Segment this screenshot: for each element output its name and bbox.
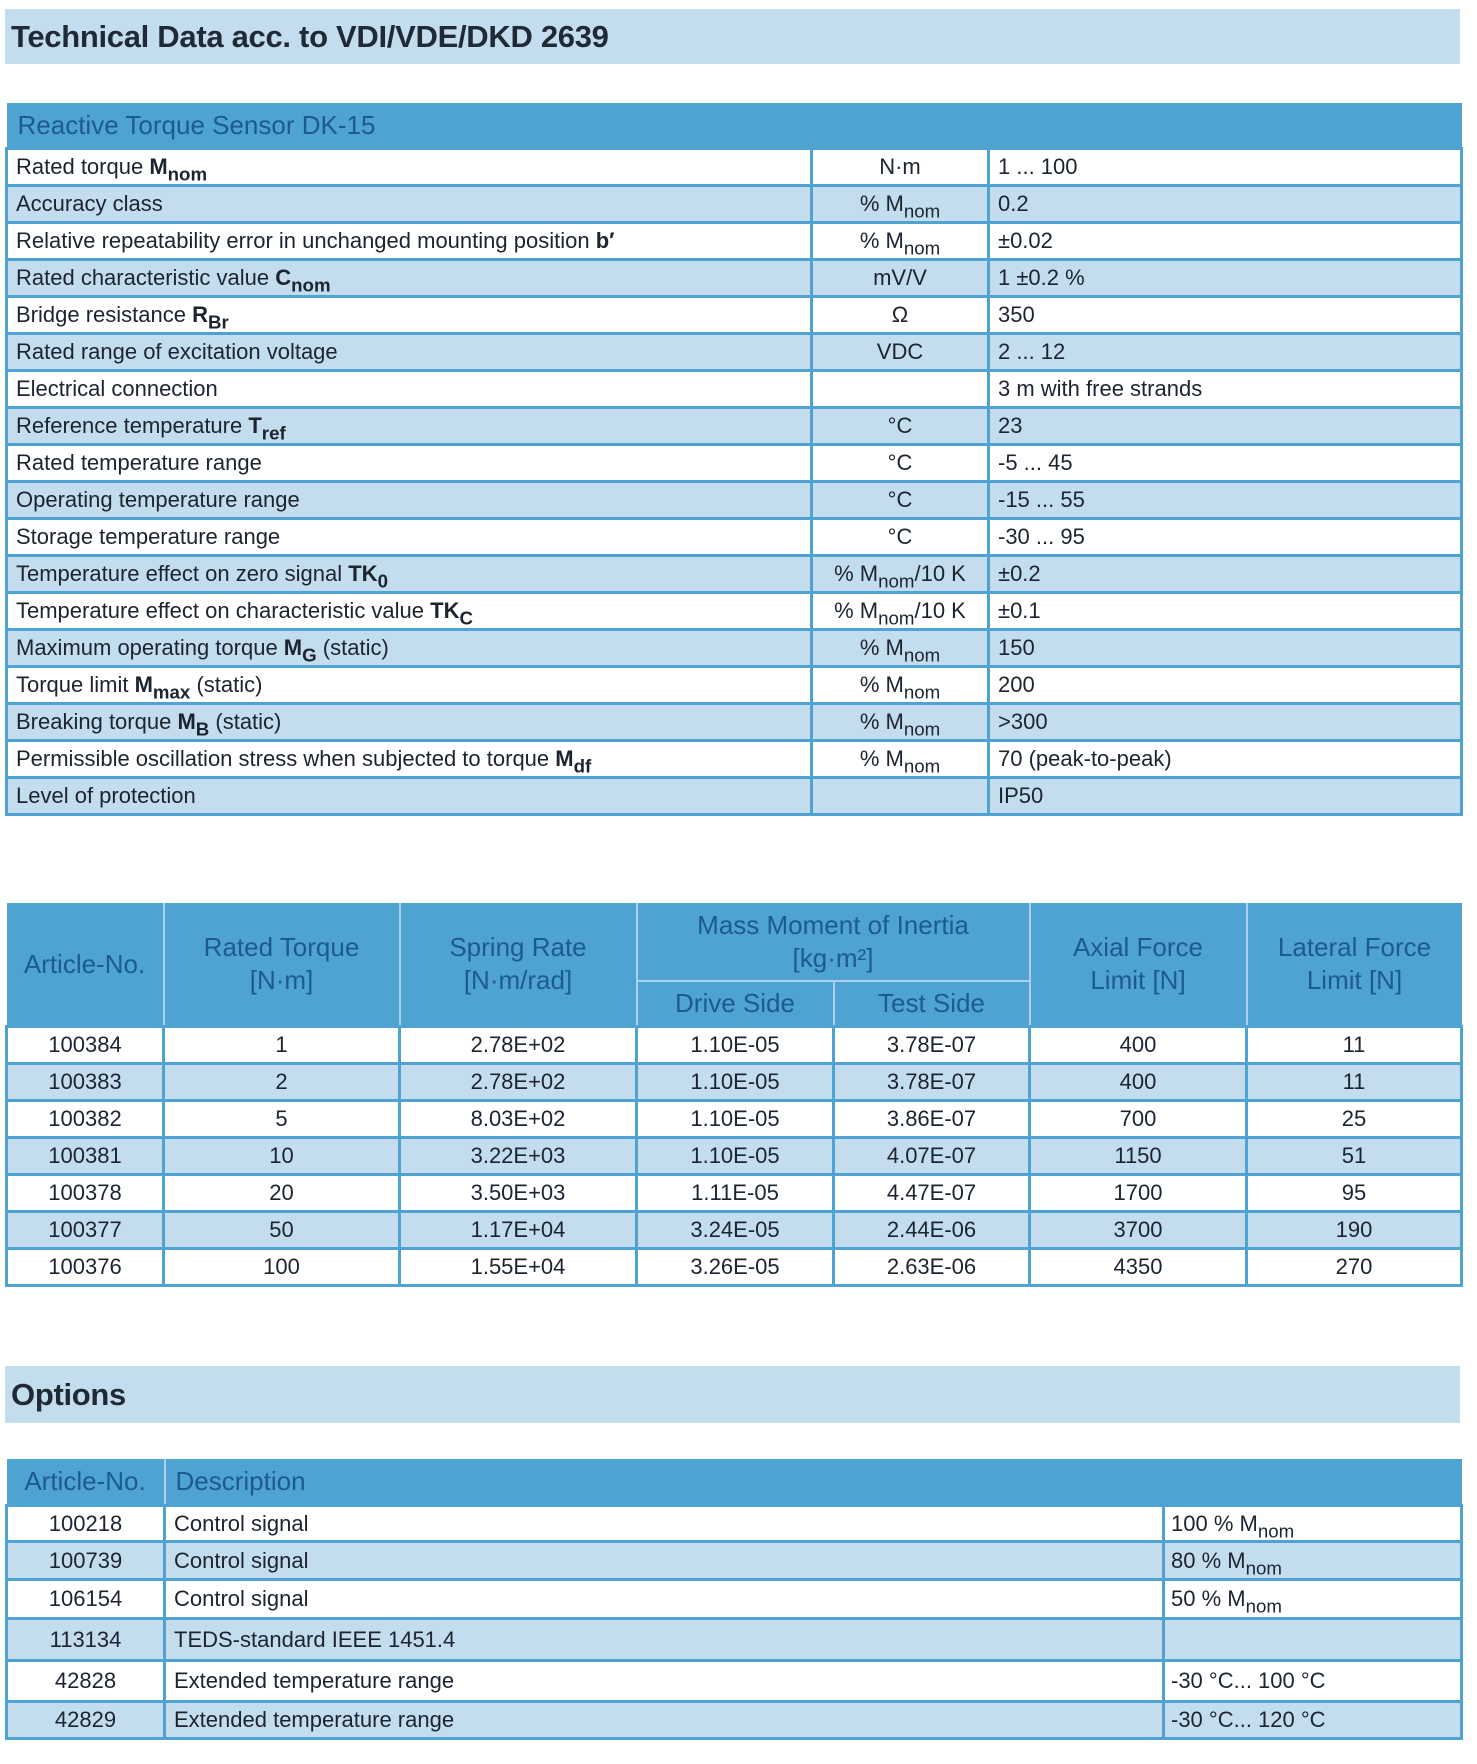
unit-subscript: nom	[903, 644, 941, 666]
cell-inertia-test-side: 3.78E-07	[834, 1027, 1030, 1064]
label-text: Rated range of excitation voltage	[16, 339, 338, 364]
spec-label	[7, 445, 812, 482]
unit-subscript: nom	[903, 237, 941, 259]
unit-text: °C	[887, 450, 913, 475]
spec-row	[7, 371, 1462, 408]
symbol-subscript: G	[302, 644, 317, 666]
symbol-subscript: nom	[167, 163, 208, 185]
spec-row	[7, 297, 1462, 334]
cell-rated-torque: 20	[164, 1175, 400, 1212]
cell-inertia-drive-side: 1.10E-05	[637, 1027, 834, 1064]
unit-text: °C	[887, 487, 913, 512]
col-header-drive-side: Drive Side	[637, 981, 834, 1027]
spec-label	[7, 408, 812, 445]
option-row	[7, 1506, 1462, 1542]
spec-label	[7, 149, 812, 186]
symbol: b′	[595, 228, 615, 253]
cell-rated-torque: 100	[164, 1249, 400, 1286]
unit-text: % M	[859, 746, 904, 771]
spec-row	[7, 593, 1462, 630]
cell-inertia-drive-side: 3.24E-05	[637, 1212, 834, 1249]
unit-text: mV/V	[873, 265, 927, 290]
cell-spring-rate: 1.55E+04	[400, 1249, 637, 1286]
table-row	[7, 1064, 1462, 1101]
spec-label	[7, 371, 812, 408]
option-detail	[1164, 1619, 1462, 1661]
symbol: TK	[348, 561, 378, 586]
cell-lateral-force-limit: 270	[1247, 1249, 1462, 1286]
spec-value: 150	[989, 630, 1462, 667]
spec-value: IP50	[989, 778, 1462, 815]
detail-subscript: nom	[1257, 1520, 1295, 1542]
table-row	[7, 1175, 1462, 1212]
option-article-no: 42829	[7, 1702, 165, 1739]
symbol-subscript: df	[573, 755, 592, 777]
spec-unit	[812, 556, 989, 593]
label-suffix: (static)	[316, 635, 389, 660]
spec-unit	[812, 334, 989, 371]
spec-value: 350	[989, 297, 1462, 334]
spec-value: 3 m with free strands	[989, 371, 1462, 408]
spec-unit	[812, 408, 989, 445]
label-suffix: (static)	[190, 672, 263, 697]
detail-text: -30 °C... 100 °C	[1171, 1668, 1326, 1693]
spec-row	[7, 260, 1462, 297]
option-detail	[1164, 1506, 1462, 1542]
cell-axial-force-limit: 700	[1030, 1101, 1247, 1138]
spec-unit	[812, 519, 989, 556]
option-detail	[1164, 1580, 1462, 1619]
spec-row	[7, 556, 1462, 593]
unit-text: °C	[887, 413, 913, 438]
detail-text: 100 % M	[1171, 1510, 1258, 1536]
cell-inertia-test-side: 4.47E-07	[834, 1175, 1030, 1212]
cell-lateral-force-limit: 95	[1247, 1175, 1462, 1212]
spec-row	[7, 519, 1462, 556]
spec-value: -30 ... 95	[989, 519, 1462, 556]
spec-label	[7, 297, 812, 334]
spec-unit	[812, 149, 989, 186]
spec-row	[7, 741, 1462, 778]
spec-table-header	[7, 103, 1462, 149]
cell-article-no: 100381	[7, 1138, 164, 1175]
cell-axial-force-limit: 4350	[1030, 1249, 1247, 1286]
col-header-test-side: Test Side	[834, 981, 1030, 1027]
label-text: Rated temperature range	[16, 450, 262, 475]
symbol-subscript: max	[152, 681, 191, 703]
col-header-description: Description	[165, 1459, 1462, 1506]
option-article-no: 42828	[7, 1661, 165, 1702]
spec-row	[7, 186, 1462, 223]
option-article-no: 106154	[7, 1580, 165, 1619]
spec-unit	[812, 445, 989, 482]
col-header-spring-rate: Spring Rate [N·m/rad]	[400, 903, 637, 1027]
label-text: Level of protection	[16, 783, 196, 808]
label-text: Rated torque	[16, 154, 150, 179]
unit-subscript: nom	[903, 681, 941, 703]
symbol-subscript: nom	[291, 274, 331, 296]
spec-label	[7, 186, 812, 223]
option-row	[7, 1619, 1462, 1661]
cell-rated-torque: 1	[164, 1027, 400, 1064]
cell-inertia-test-side: 3.86E-07	[834, 1101, 1030, 1138]
unit-text: % M	[859, 635, 904, 660]
detail-subscript: nom	[1245, 1595, 1282, 1617]
detail-text: 50 % M	[1171, 1586, 1246, 1611]
spec-label	[7, 593, 812, 630]
option-description: Extended temperature range	[165, 1661, 1164, 1702]
spec-unit	[812, 741, 989, 778]
col-header-lateral-force: Lateral Force Limit [N]	[1247, 903, 1462, 1027]
spec-row	[7, 778, 1462, 815]
col-header-article-no: Article-No.	[7, 1459, 165, 1506]
option-row	[7, 1702, 1462, 1739]
spec-value: ±0.02	[989, 223, 1462, 260]
detail-text: 80 % M	[1171, 1547, 1246, 1573]
cell-rated-torque: 10	[164, 1138, 400, 1175]
spec-unit	[812, 704, 989, 741]
unit-text: Ω	[891, 302, 909, 327]
table-row	[7, 1138, 1462, 1175]
option-row	[7, 1542, 1462, 1580]
unit-text: % M	[834, 598, 879, 623]
spec-row	[7, 482, 1462, 519]
spec-row	[7, 630, 1462, 667]
label-text: Electrical connection	[16, 376, 218, 401]
option-row	[7, 1580, 1462, 1619]
option-detail	[1164, 1702, 1462, 1739]
label-text: Maximum operating torque	[16, 635, 284, 660]
symbol-subscript: B	[195, 718, 210, 740]
cell-inertia-test-side: 2.63E-06	[834, 1249, 1030, 1286]
cell-inertia-test-side: 4.07E-07	[834, 1138, 1030, 1175]
symbol: M	[177, 709, 196, 734]
spec-label	[7, 630, 812, 667]
spec-label	[7, 519, 812, 556]
cell-article-no: 100383	[7, 1064, 164, 1101]
spec-value: -15 ... 55	[989, 482, 1462, 519]
unit-text: °C	[887, 524, 913, 549]
spec-unit	[812, 482, 989, 519]
cell-spring-rate: 3.22E+03	[400, 1138, 637, 1175]
unit-text: % M	[859, 672, 904, 697]
option-article-no: 100218	[7, 1506, 165, 1542]
cell-lateral-force-limit: 11	[1247, 1064, 1462, 1101]
spec-row	[7, 334, 1462, 371]
unit-subscript: nom	[903, 718, 941, 740]
cell-lateral-force-limit: 190	[1247, 1212, 1462, 1249]
col-header-inertia: Mass Moment of Inertia [kg·m²]	[637, 903, 1030, 981]
options-band	[5, 1366, 1460, 1423]
symbol: T	[248, 413, 262, 438]
label-text: Reference temperature	[16, 413, 249, 438]
unit-text: % M	[859, 191, 904, 216]
cell-spring-rate: 1.17E+04	[400, 1212, 637, 1249]
unit-subscript: nom	[903, 200, 941, 222]
spec-unit	[812, 667, 989, 704]
label-text: Bridge resistance	[16, 302, 193, 327]
cell-lateral-force-limit: 11	[1247, 1027, 1462, 1064]
spec-unit	[812, 778, 989, 815]
spec-row	[7, 408, 1462, 445]
cell-spring-rate: 3.50E+03	[400, 1175, 637, 1212]
article-table	[5, 903, 1463, 1287]
cell-inertia-test-side: 2.44E-06	[834, 1212, 1030, 1249]
unit-text: VDC	[876, 339, 924, 364]
spec-value: 0.2	[989, 186, 1462, 223]
unit-text: % M	[834, 561, 879, 586]
spec-row	[7, 704, 1462, 741]
unit-subscript: nom	[878, 607, 915, 629]
col-header-axial-force: Axial Force Limit [N]	[1030, 903, 1247, 1027]
unit-text: % M	[859, 709, 904, 734]
option-article-no: 100739	[7, 1542, 165, 1580]
label-text: Rated characteristic value	[16, 265, 276, 290]
cell-rated-torque: 5	[164, 1101, 400, 1138]
label-text: Storage temperature range	[16, 524, 281, 549]
spec-unit	[812, 186, 989, 223]
symbol: M	[283, 635, 303, 660]
table-row	[7, 1249, 1462, 1286]
unit-suffix: /10 K	[914, 598, 966, 623]
spec-unit	[812, 223, 989, 260]
page-title: Technical Data acc. to VDI/VDE/DKD 2639	[11, 19, 609, 54]
symbol: TK	[430, 598, 460, 623]
cell-inertia-test-side: 3.78E-07	[834, 1064, 1030, 1101]
cell-inertia-drive-side: 1.10E-05	[637, 1101, 834, 1138]
option-description: Extended temperature range	[165, 1702, 1164, 1739]
spec-value: 200	[989, 667, 1462, 704]
options-table-header	[7, 1459, 1462, 1506]
label-text: Temperature effect on zero signal	[16, 561, 349, 586]
unit-text: % M	[859, 228, 904, 253]
spec-label	[7, 704, 812, 741]
cell-inertia-drive-side: 3.26E-05	[637, 1249, 834, 1286]
spec-unit	[812, 297, 989, 334]
option-description: Control signal	[165, 1506, 1164, 1542]
spec-table	[5, 103, 1463, 816]
table-row	[7, 1212, 1462, 1249]
label-text: Permissible oscillation stress when subjected to torque	[16, 746, 556, 771]
cell-axial-force-limit: 400	[1030, 1064, 1247, 1101]
spec-value: ±0.1	[989, 593, 1462, 630]
spec-row	[7, 149, 1462, 186]
col-header-article-no: Article-No.	[7, 903, 164, 1027]
cell-article-no: 100382	[7, 1101, 164, 1138]
cell-inertia-drive-side: 1.10E-05	[637, 1064, 834, 1101]
spec-unit	[812, 593, 989, 630]
cell-article-no: 100377	[7, 1212, 164, 1249]
spec-row	[7, 445, 1462, 482]
cell-spring-rate: 2.78E+02	[400, 1064, 637, 1101]
spec-label	[7, 334, 812, 371]
label-text: Accuracy class	[16, 191, 163, 216]
detail-subscript: nom	[1245, 1557, 1282, 1579]
spec-value: 1 ... 100	[989, 149, 1462, 186]
cell-inertia-drive-side: 1.11E-05	[637, 1175, 834, 1212]
spec-unit	[812, 260, 989, 297]
unit-suffix: /10 K	[914, 561, 966, 586]
spec-value: ±0.2	[989, 556, 1462, 593]
symbol-subscript: C	[459, 607, 473, 629]
cell-inertia-drive-side: 1.10E-05	[637, 1138, 834, 1175]
spec-value: >300	[989, 704, 1462, 741]
unit-subscript: nom	[903, 755, 941, 777]
spec-table-title: Reactive Torque Sensor DK-15	[7, 103, 1462, 149]
symbol: M	[555, 746, 574, 771]
symbol: M	[149, 154, 168, 179]
cell-axial-force-limit: 1700	[1030, 1175, 1247, 1212]
cell-spring-rate: 8.03E+02	[400, 1101, 637, 1138]
cell-rated-torque: 2	[164, 1064, 400, 1101]
symbol: C	[275, 265, 292, 290]
options-title: Options	[11, 1377, 126, 1412]
cell-article-no: 100376	[7, 1249, 164, 1286]
col-header-rated-torque: Rated Torque [N·m]	[164, 903, 400, 1027]
cell-lateral-force-limit: 51	[1247, 1138, 1462, 1175]
cell-lateral-force-limit: 25	[1247, 1101, 1462, 1138]
symbol: M	[134, 672, 153, 697]
spec-value: 1 ±0.2 %	[989, 260, 1462, 297]
symbol-subscript: 0	[377, 570, 388, 592]
table-row	[7, 1101, 1462, 1138]
option-row	[7, 1661, 1462, 1702]
option-article-no: 113134	[7, 1619, 165, 1661]
label-text: Breaking torque	[16, 709, 178, 734]
spec-value: -5 ... 45	[989, 445, 1462, 482]
spec-unit	[812, 630, 989, 667]
spec-row	[7, 667, 1462, 704]
symbol-subscript: Br	[207, 311, 229, 333]
cell-axial-force-limit: 400	[1030, 1027, 1247, 1064]
unit-subscript: nom	[878, 570, 915, 592]
symbol-subscript: ref	[261, 422, 286, 444]
spec-label	[7, 778, 812, 815]
detail-text: -30 °C... 120 °C	[1171, 1707, 1326, 1732]
cell-axial-force-limit: 1150	[1030, 1138, 1247, 1175]
label-suffix: (static)	[209, 709, 282, 734]
cell-article-no: 100384	[7, 1027, 164, 1064]
options-table	[5, 1459, 1463, 1740]
label-text: Torque limit	[16, 672, 135, 697]
spec-label	[7, 667, 812, 704]
cell-axial-force-limit: 3700	[1030, 1212, 1247, 1249]
spec-label	[7, 260, 812, 297]
cell-article-no: 100378	[7, 1175, 164, 1212]
spec-unit	[812, 371, 989, 408]
spec-label	[7, 556, 812, 593]
spec-value: 70 (peak-to-peak)	[989, 741, 1462, 778]
spec-label	[7, 482, 812, 519]
option-description: TEDS-standard IEEE 1451.4	[165, 1619, 1164, 1661]
label-text: Temperature effect on characteristic value	[16, 598, 431, 623]
spec-label	[7, 741, 812, 778]
label-text: Operating temperature range	[16, 487, 300, 512]
spec-value: 23	[989, 408, 1462, 445]
cell-rated-torque: 50	[164, 1212, 400, 1249]
option-detail	[1164, 1661, 1462, 1702]
option-description: Control signal	[165, 1542, 1164, 1580]
spec-label	[7, 223, 812, 260]
unit-text: N·m	[879, 154, 921, 179]
cell-spring-rate: 2.78E+02	[400, 1027, 637, 1064]
spec-row	[7, 223, 1462, 260]
spec-value: 2 ... 12	[989, 334, 1462, 371]
table-row	[7, 1027, 1462, 1064]
symbol: R	[192, 302, 208, 327]
option-detail	[1164, 1542, 1462, 1580]
option-description: Control signal	[165, 1580, 1164, 1619]
label-text: Relative repeatability error in unchanged mounting position	[16, 228, 596, 253]
